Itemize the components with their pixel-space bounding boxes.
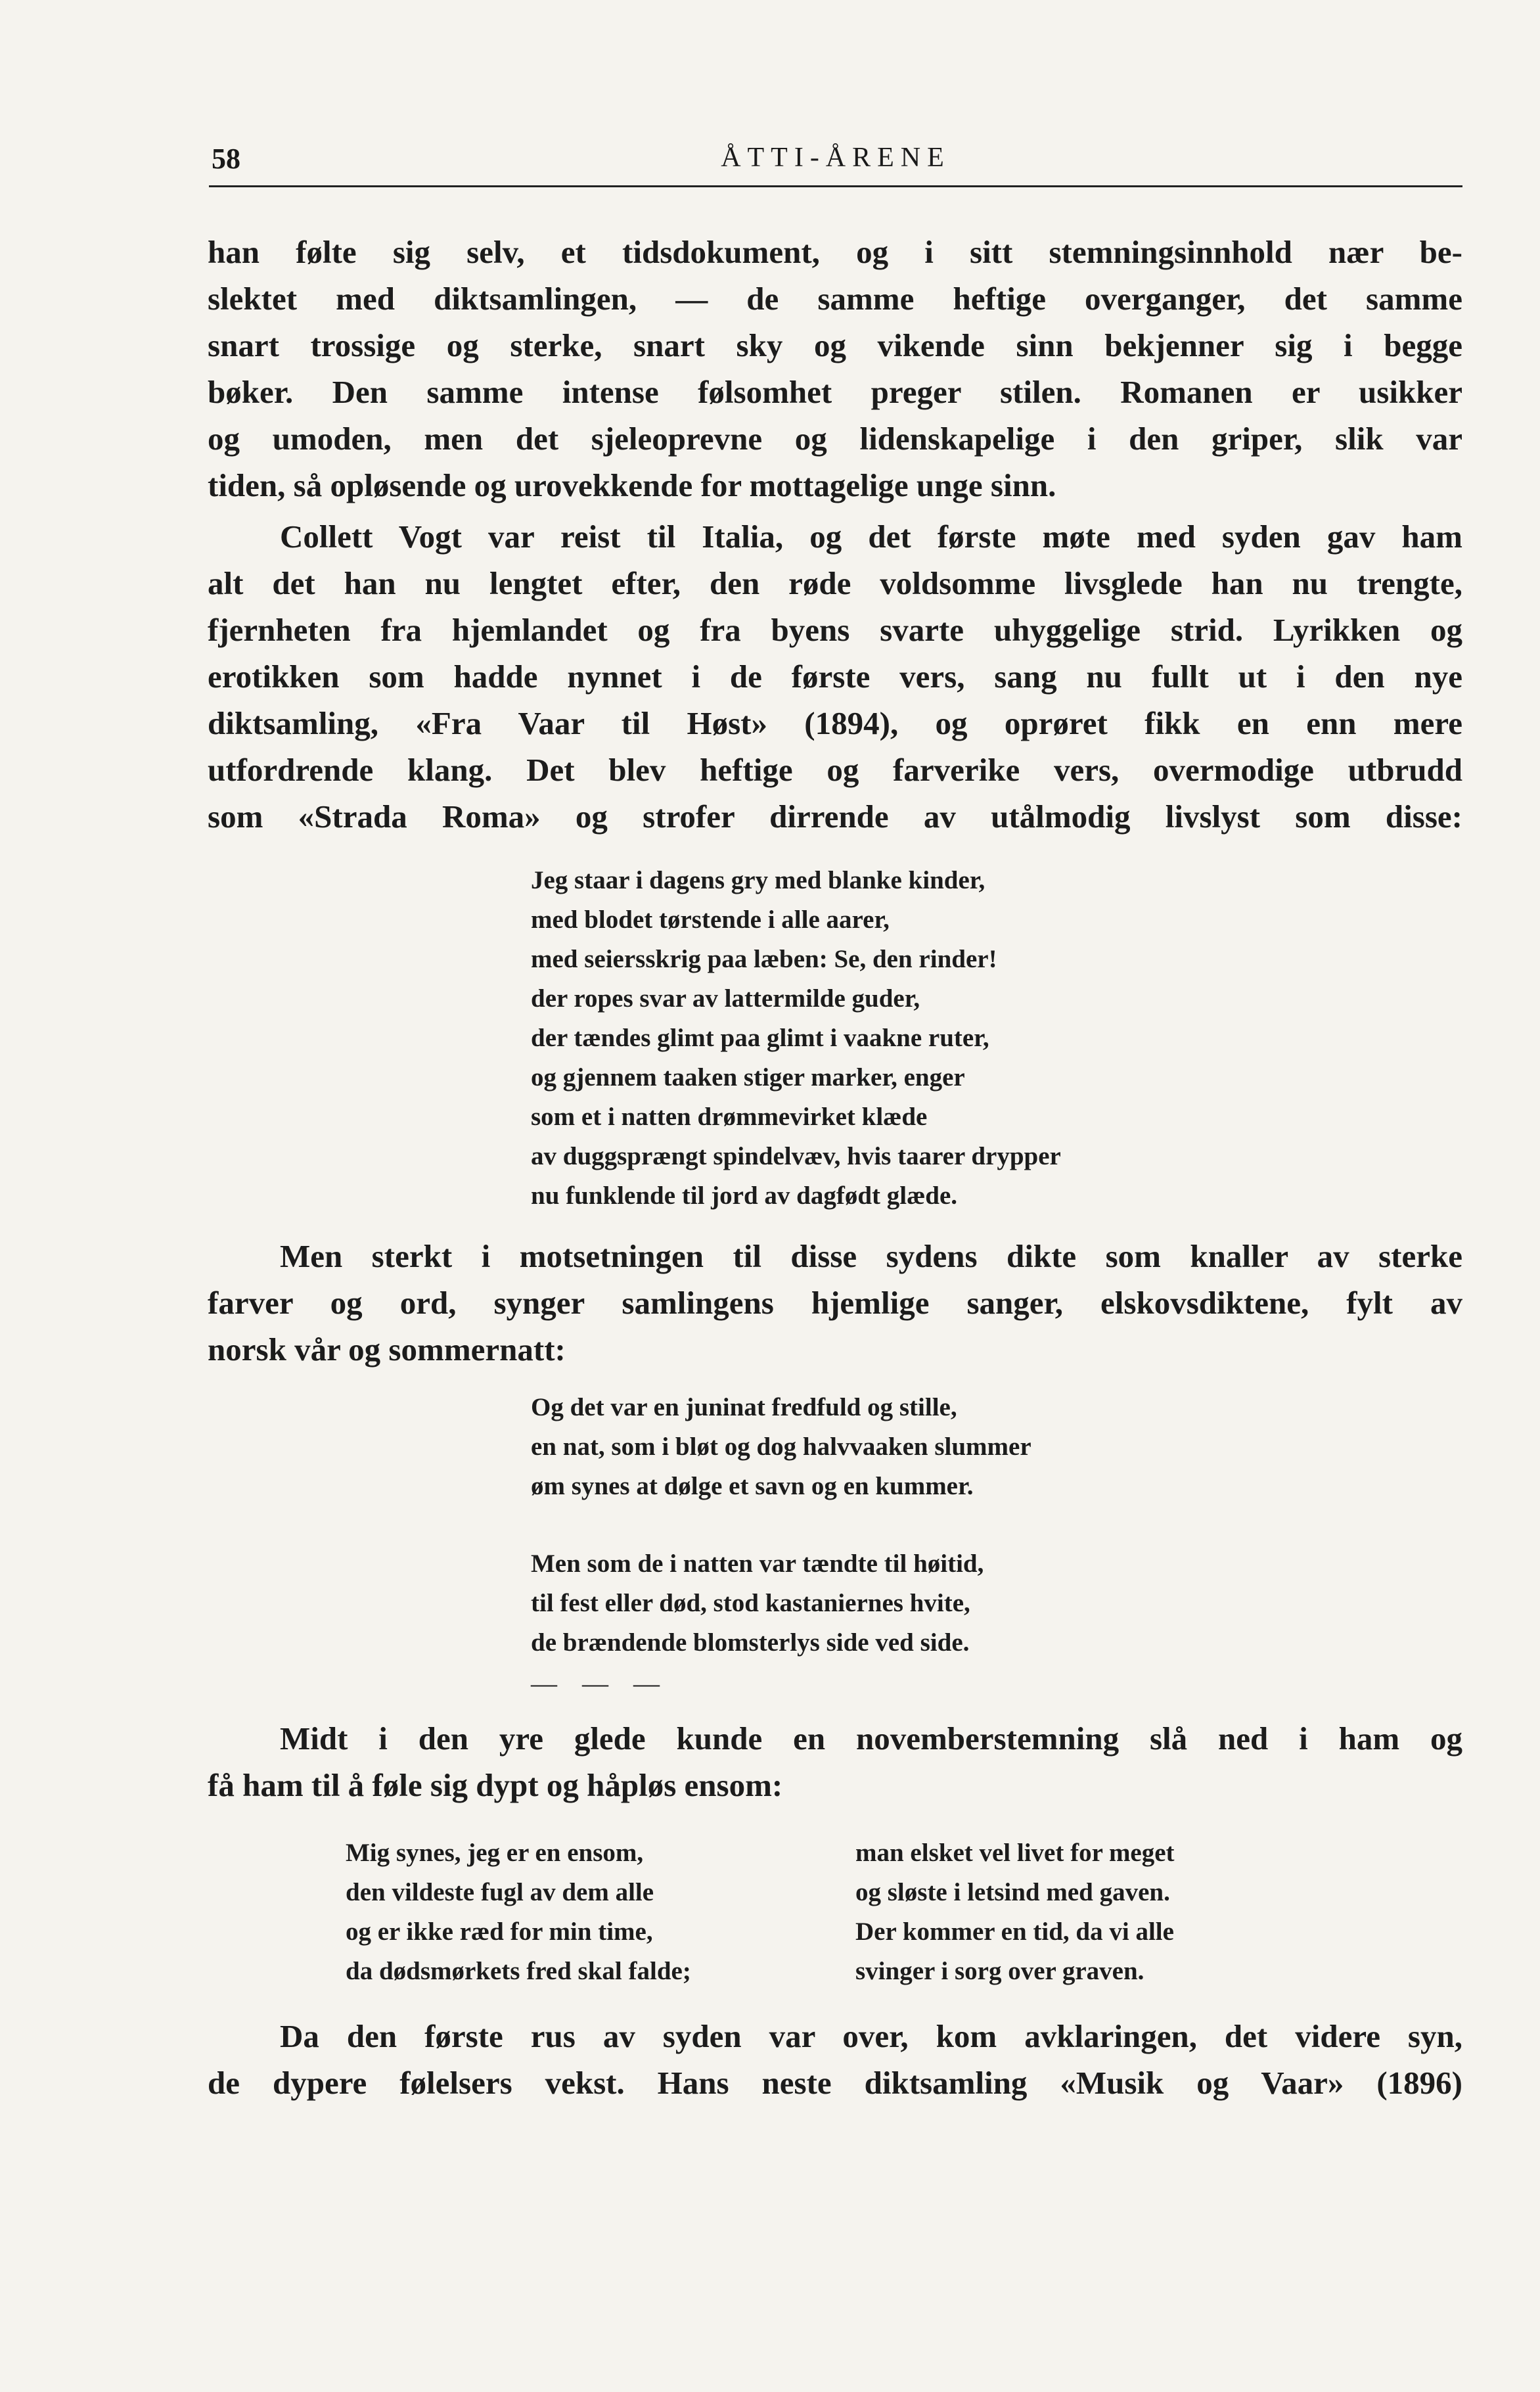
text-line: de dypere følelsers vekst. Hans neste diktsamling «Musik og Vaar» (1896) xyxy=(208,2065,1462,2101)
verse-line: svinger i sorg over graven. xyxy=(855,1957,1144,1985)
verse-line: Mig synes, jeg er en ensom, xyxy=(346,1839,644,1867)
text-line: slektet med diktsamlingen, — de samme heftige overganger, det samme xyxy=(208,281,1462,317)
text-line: norsk vår og sommernatt: xyxy=(208,1331,566,1368)
paragraph-1 xyxy=(208,229,1462,509)
verse-line: øm synes at dølge et savn og en kummer. xyxy=(531,1472,974,1500)
text-line: alt det han nu lengtet efter, den røde voldsomme livsglede han nu trengte, xyxy=(208,565,1462,601)
text-line: som «Strada Roma» og strofer dirrende av utålmodig livslyst som disse: xyxy=(208,798,1462,835)
verse-line: Jeg staar i dagens gry med blanke kinder, xyxy=(531,866,985,894)
text-line: farver og ord, synger samlingens hjemlige sanger, elskovsdiktene, fylt av xyxy=(208,1285,1462,1321)
text-line: han følte sig selv, et tidsdokument, og i sitt stemningsinnhold nær be- xyxy=(208,234,1462,270)
verse-line: der tændes glimt paa glimt i vaakne ruter, xyxy=(531,1024,989,1052)
verse-line: da dødsmørkets fred skal falde; xyxy=(346,1957,691,1985)
verse-line: der ropes svar av lattermilde guder, xyxy=(531,984,920,1013)
verse-line: den vildeste fugl av dem alle xyxy=(346,1878,654,1906)
text-line: få ham til å føle sig dypt og håpløs ensom: xyxy=(208,1767,783,1803)
page-number: 58 xyxy=(212,143,240,175)
verse-line: Der kommer en tid, da vi alle xyxy=(855,1918,1174,1946)
verse-line: og er ikke ræd for min time, xyxy=(346,1918,653,1946)
verse-line: en nat, som i bløt og dog halvvaaken slummer xyxy=(531,1433,1031,1461)
verse-line: til fest eller død, stod kastaniernes hvite, xyxy=(531,1589,970,1617)
poem-3-right-column xyxy=(855,1833,1175,1991)
text-line: Men sterkt i motsetningen til disse sydens dikte som knaller av sterke xyxy=(280,1238,1462,1274)
text-line: fjernheten fra hjemlandet og fra byens svarte uhyggelige strid. Lyrikken og xyxy=(208,612,1462,648)
verse-line: Og det var en juninat fredfuld og stille, xyxy=(531,1393,957,1421)
verse-line: av duggsprængt spindelvæv, hvis taarer drypper xyxy=(531,1142,1061,1170)
verse-line: nu funklende til jord av dagfødt glæde. xyxy=(531,1182,958,1210)
section-separator: — — — xyxy=(531,1668,669,1698)
verse-line: Men som de i natten var tændte til høitid, xyxy=(531,1550,984,1578)
verse-line: med blodet tørstende i alle aarer, xyxy=(531,906,890,934)
text-line: og umoden, men det sjeleoprevne og lidenskapelige i den griper, slik var xyxy=(208,421,1462,457)
verse-line: og gjennem taaken stiger marker, enger xyxy=(531,1063,965,1092)
text-line: diktsamling, «Fra Vaar til Høst» (1894), og oprøret fikk en enn mere xyxy=(208,705,1462,741)
text-line: Midt i den yre glede kunde en novemberstemning slå ned i ham og xyxy=(280,1720,1462,1757)
text-line: Collett Vogt var reist til Italia, og det første møte med syden gav ham xyxy=(280,518,1462,555)
verse-line: de brændende blomsterlys side ved side. xyxy=(531,1628,970,1657)
poem-2-stanza-2 xyxy=(531,1544,984,1663)
text-line: Da den første rus av syden var over, kom avklaringen, det videre syn, xyxy=(280,2018,1462,2054)
verse-line: som et i natten drømmevirket klæde xyxy=(531,1103,928,1131)
poem-1 xyxy=(531,861,1061,1216)
verse-line: med seiersskrig paa læben: Se, den rinder! xyxy=(531,945,997,973)
paragraph-2 xyxy=(208,513,1462,840)
paragraph-3 xyxy=(208,1233,1462,1373)
running-title: ÅTTI-ÅRENE xyxy=(721,143,951,173)
text-line: bøker. Den samme intense følsomhet preger stilen. Romanen er usikker xyxy=(208,374,1462,410)
paragraph-5 xyxy=(208,2013,1462,2106)
running-header xyxy=(209,139,1462,187)
text-line: snart trossige og sterke, snart sky og vikende sinn bekjenner sig i begge xyxy=(208,327,1462,363)
verse-line: man elsket vel livet for meget xyxy=(855,1839,1175,1867)
text-line: tiden, så opløsende og urovekkende for mottagelige unge sinn. xyxy=(208,467,1056,503)
poem-3-left-column xyxy=(346,1833,691,1991)
verse-line: og sløste i letsind med gaven. xyxy=(855,1878,1170,1906)
text-line: utfordrende klang. Det blev heftige og farverike vers, overmodige utbrudd xyxy=(208,752,1462,788)
paragraph-4 xyxy=(208,1715,1462,1808)
poem-2-stanza-1 xyxy=(531,1388,1031,1506)
text-line: erotikken som hadde nynnet i de første vers, sang nu fullt ut i den nye xyxy=(208,658,1462,695)
